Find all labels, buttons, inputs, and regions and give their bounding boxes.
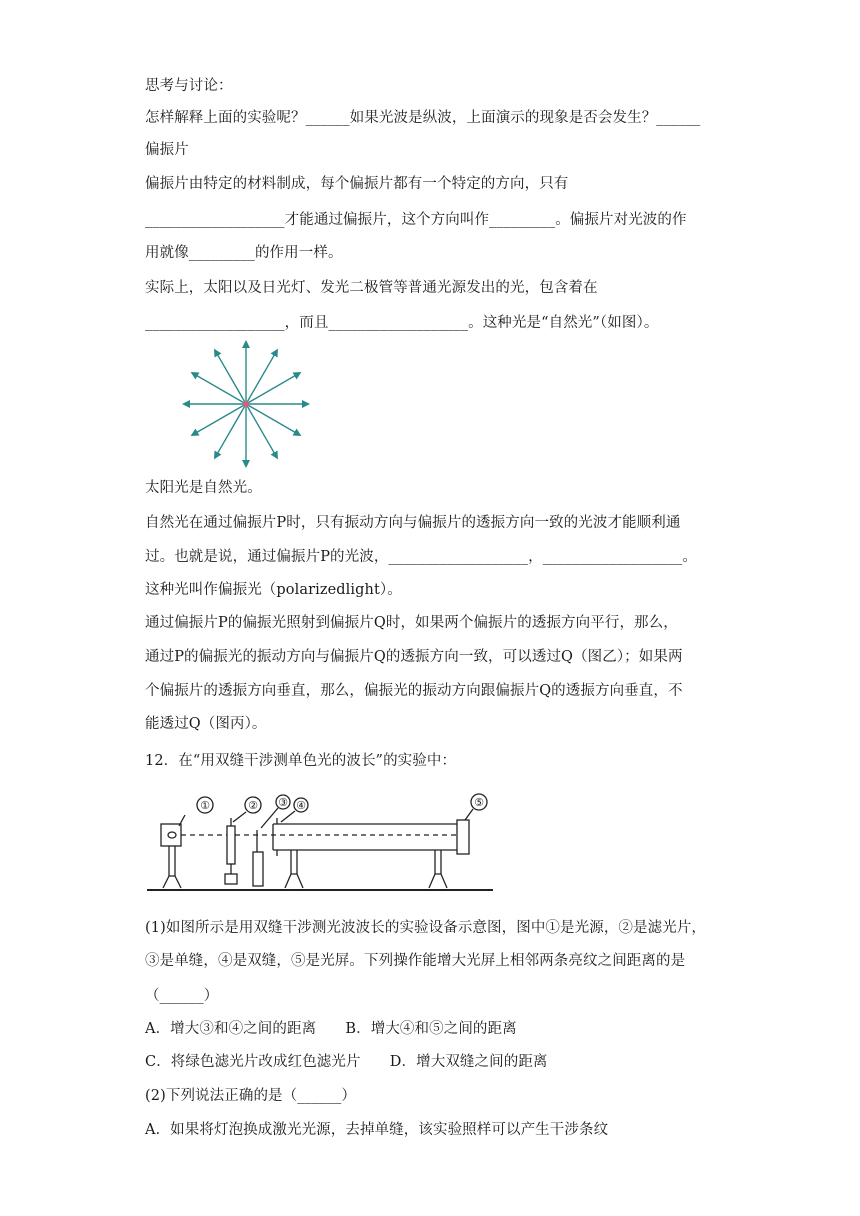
text-line: 自然光在通过偏振片P时，只有振动方向与偏振片的透振方向一致的光波才能顺利通 (145, 515, 681, 531)
text-line: 偏振片由特定的材料制成，每个偏振片都有一个特定的方向，只有 (145, 176, 569, 192)
section-title-polarizer: 偏振片 (145, 142, 189, 158)
text-line: 通过P的偏振光的振动方向与偏振片Q的透振方向一致，可以透过Q（图乙）；如果两 (145, 649, 683, 665)
natural-light-figure (176, 338, 316, 474)
label-1: ① (200, 799, 210, 812)
answer-blank: （______） (145, 988, 219, 1004)
light-ray-arrow (215, 350, 246, 404)
text-line: 用就像_________的作用一样。 (145, 245, 343, 261)
text-line: 实际上，太阳以及日光灯、发光二极管等普通光源发出的光，包含着在 (145, 280, 598, 296)
center-dot (243, 401, 249, 407)
light-ray-arrow (246, 404, 277, 458)
label-2: ② (248, 799, 258, 812)
light-ray-arrow (215, 404, 246, 458)
text-line: 这种光叫作偏振光（polarizedlight）。 (145, 582, 402, 598)
text-line: (2)下列说法正确的是（______） (145, 1088, 356, 1104)
text-line: ③是单缝，④是双缝，⑤是光屏。下列操作能增大光屏上相邻两条亮纹之间距离的是 (145, 953, 686, 969)
light-ray-arrow (192, 404, 246, 435)
heading-discussion: 思考与讨论： (145, 78, 233, 94)
light-ray-arrow (246, 373, 300, 404)
text-line: 太阳光是自然光。 (145, 480, 262, 496)
text-line: ___________________才能通过偏振片，这个方向叫作_________。偏振片对光波的作 (145, 212, 687, 228)
question-12-title: 12．在“用双缝干涉测单色光的波长”的实验中： (145, 753, 457, 769)
option-line: C．将绿色滤光片改成红色滤光片 D．增大双缝之间的距离 (145, 1054, 548, 1070)
text-line: 个偏振片的透振方向垂直，那么，偏振光的振动方向跟偏振片Q的透振方向垂直，不 (145, 683, 683, 699)
label-3: ③ (278, 796, 288, 809)
double-slit-apparatus-figure (145, 790, 497, 894)
text-line: ___________________，而且___________________。这种光是“自然光”（如图）。 (145, 315, 659, 331)
label-5: ⑤ (474, 796, 484, 809)
option-line: A．增大③和④之间的距离 B．增大④和⑤之间的距离 (145, 1021, 517, 1037)
label-4: ④ (296, 799, 306, 812)
option-line: A．如果将灯泡换成激光光源，去掉单缝，该实验照样可以产生干涉条纹 (145, 1122, 609, 1138)
text-line: (1)如图所示是用双缝干涉测光波波长的实验设备示意图，图中①是光源，②是滤光片， (145, 920, 707, 936)
light-ray-arrow (192, 373, 246, 404)
light-ray-arrow (246, 350, 277, 404)
text-line: 能透过Q（图丙）。 (145, 716, 267, 732)
text-line: 通过偏振片P的偏振光照射到偏振片Q时，如果两个偏振片的透振方向平行，那么， (145, 615, 678, 631)
text-line: 过。也就是说，通过偏振片P的光波，___________________，___________________。 (145, 549, 697, 565)
light-ray-arrow (246, 404, 300, 435)
question-line: 怎样解释上面的实验呢？______如果光波是纵波，上面演示的现象是否会发生？______ (145, 110, 701, 126)
